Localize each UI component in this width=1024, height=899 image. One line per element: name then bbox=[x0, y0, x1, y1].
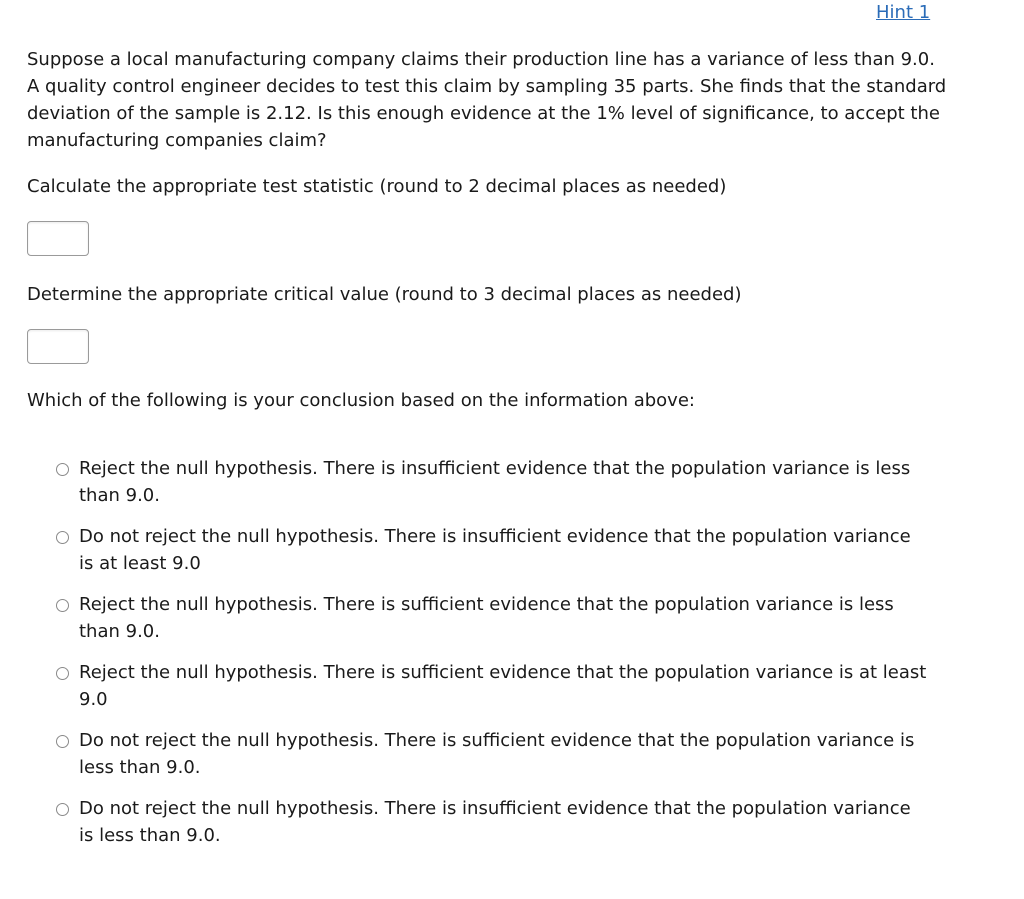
option-label: Reject the null hypothesis. There is sufficient evidence that the population variance is less than 9.0. bbox=[79, 594, 894, 642]
radio-button[interactable] bbox=[56, 803, 69, 816]
option-label: Reject the null hypothesis. There is insufficient evidence that the population variance is less than 9.0. bbox=[79, 458, 911, 506]
conclusion-options bbox=[56, 455, 936, 863]
test-statistic-prompt: Calculate the appropriate test statistic (round to 2 decimal places as needed) bbox=[27, 176, 727, 197]
conclusion-prompt: Which of the following is your conclusion based on the information above: bbox=[27, 390, 695, 411]
radio-button[interactable] bbox=[56, 667, 69, 680]
option-label: Do not reject the null hypothesis. There is insufficient evidence that the population variance is at least 9.0 bbox=[79, 526, 911, 574]
option-label: Reject the null hypothesis. There is sufficient evidence that the population variance is at least 9.0 bbox=[79, 662, 927, 710]
option-label: Do not reject the null hypothesis. There is sufficient evidence that the population variance is less than 9.0. bbox=[79, 730, 915, 778]
conclusion-option-2[interactable] bbox=[56, 523, 936, 591]
question-text: Suppose a local manufacturing company claims their production line has a variance of less than 9.0. A quality control engineer decides to test this claim by sampling 35 parts. She finds that the standard deviation of the sample is 2.12. Is this enough evidence at the 1% level of significance, to accept the manufacturing companies claim? bbox=[27, 49, 947, 151]
critical-value-input[interactable] bbox=[27, 329, 89, 364]
conclusion-option-4[interactable] bbox=[56, 659, 936, 727]
conclusion-option-3[interactable] bbox=[56, 591, 936, 659]
radio-button[interactable] bbox=[56, 599, 69, 612]
option-label: Do not reject the null hypothesis. There is insufficient evidence that the population variance is less than 9.0. bbox=[79, 798, 911, 846]
critical-value-prompt: Determine the appropriate critical value (round to 3 decimal places as needed) bbox=[27, 284, 742, 305]
hint-link[interactable]: Hint 1 bbox=[876, 2, 931, 23]
conclusion-option-5[interactable] bbox=[56, 727, 936, 795]
radio-button[interactable] bbox=[56, 531, 69, 544]
radio-button[interactable] bbox=[56, 463, 69, 476]
conclusion-option-6[interactable] bbox=[56, 795, 936, 863]
test-statistic-input[interactable] bbox=[27, 221, 89, 256]
conclusion-option-1[interactable] bbox=[56, 455, 936, 523]
radio-button[interactable] bbox=[56, 735, 69, 748]
